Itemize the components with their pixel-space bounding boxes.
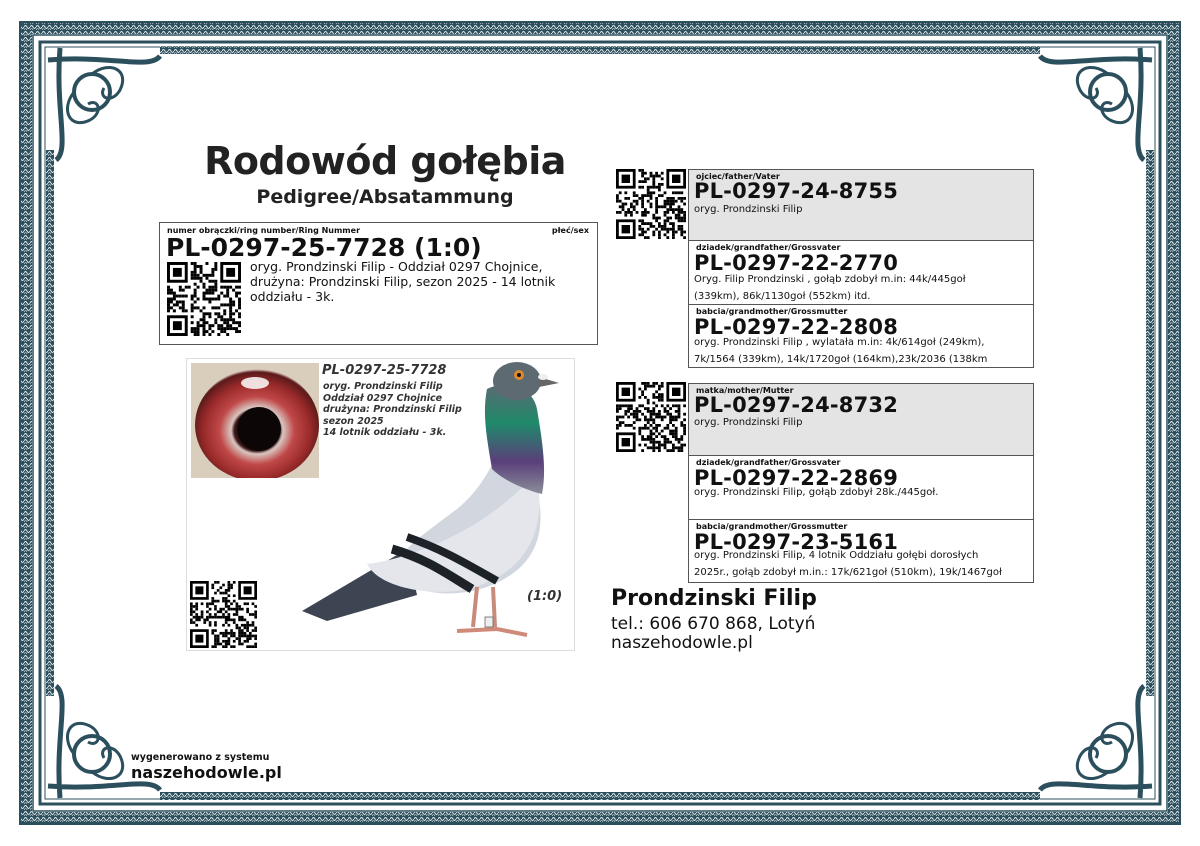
photo-sex: (1:0) xyxy=(527,589,563,604)
father-label: ojciec/father/Vater xyxy=(696,172,780,181)
paternal-grandmother-ring-number: PL-0297-22-2808 xyxy=(694,315,899,339)
maternal-grandmother-label: babcia/grandmother/Grossmutter xyxy=(696,522,848,531)
mother-qr-code[interactable] xyxy=(616,382,686,452)
owner-name: Prondzinski Filip xyxy=(611,586,817,611)
paternal-grandfather-label: dziadek/grandfather/Grossvater xyxy=(696,243,841,252)
page-subtitle: Pedigree/Absatammung xyxy=(256,186,514,208)
maternal-grandmother-description xyxy=(694,547,1002,581)
maternal-grandfather-box xyxy=(688,455,1034,520)
description-line: oryg. Prondzinski Filip, 4 lotnik Oddziału gołębi dorosłych xyxy=(694,550,979,561)
owner-phone: tel.: 606 670 868, Lotyń xyxy=(611,614,816,634)
maternal-grandmother-ring-number: PL-0297-23-5161 xyxy=(694,530,899,554)
photo-line: Oddział 0297 Chojnice xyxy=(323,392,443,404)
maternal-grandfather-ring-number: PL-0297-22-2869 xyxy=(694,466,899,490)
generated-by-label: wygenerowano z systemu xyxy=(131,752,270,763)
paternal-grandfather-box xyxy=(688,240,1034,305)
description-line: 7k/1564 (339km), 14k/1720goł (164km),23k/2036 (138km xyxy=(694,354,988,365)
mother-box xyxy=(688,383,1034,456)
description-line: Oryg. Filip Prondzinski , gołąb zdobył m.in: 44k/445goł xyxy=(694,274,966,285)
mother-description: oryg. Prondzinski Filip xyxy=(694,417,803,428)
father-ring-number: PL-0297-24-8755 xyxy=(694,179,899,203)
paternal-grandmother-label: babcia/grandmother/Grossmutter xyxy=(696,307,848,316)
father-description: oryg. Prondzinski Filip xyxy=(694,204,803,215)
page-title: Rodowód gołębia xyxy=(204,139,566,183)
ring-number-label: numer obrączki/ring number/Ring Nummer xyxy=(167,226,361,235)
photo-line: oryg. Prondzinski Filip xyxy=(323,381,443,392)
paternal-grandmother-box xyxy=(688,304,1034,368)
main-qr-code[interactable] xyxy=(167,262,241,336)
paternal-grandfather-ring-number: PL-0297-22-2770 xyxy=(694,251,899,275)
description-line: 2025r., gołąb zdobył m.in.: 17k/621goł (510km), 19k/1467goł xyxy=(694,567,1002,578)
mother-ring-number: PL-0297-24-8732 xyxy=(694,393,899,417)
photo-line: sezon 2025 xyxy=(323,415,384,427)
photo-qr-code[interactable] xyxy=(190,581,257,648)
photo-line: 14 lotnik oddziału - 3k. xyxy=(323,427,447,438)
description-line: (339km), 86k/1130goł (552km) itd. xyxy=(694,291,871,302)
photo-line: drużyna: Prondzinski Filip xyxy=(323,404,462,415)
main-description: oryg. Prondzinski Filip - Oddział 0297 Chojnice, drużyna: Prondzinski Filip, sezon 2025 - 14 lotnik oddziału - 3k. xyxy=(250,259,556,304)
footer-brand[interactable]: naszehodowle.pl xyxy=(131,763,282,782)
photo-ring-number: PL-0297-25-7728 xyxy=(322,363,447,378)
maternal-grandmother-box xyxy=(688,519,1034,583)
father-qr-code[interactable] xyxy=(616,169,686,239)
owner-website[interactable]: naszehodowle.pl xyxy=(611,633,753,653)
father-box xyxy=(688,169,1034,241)
photo-panel xyxy=(186,358,575,651)
maternal-grandfather-label: dziadek/grandfather/Grossvater xyxy=(696,458,841,467)
main-ring-number: PL-0297-25-7728 (1:0) xyxy=(166,233,482,262)
mother-label: matka/mother/Mutter xyxy=(696,386,794,395)
paternal-grandfather-description xyxy=(694,271,966,305)
sex-label: płeć/sex xyxy=(551,226,589,235)
maternal-grandfather-description: oryg. Prondzinski Filip, gołąb zdobył 28k./445goł. xyxy=(694,487,939,498)
description-line: oryg. Prondzinski Filip , wylatała m.in: 4k/614goł (249km), xyxy=(694,337,985,348)
pigeon-photo xyxy=(297,359,575,651)
main-bird-box xyxy=(159,222,598,345)
paternal-grandmother-description xyxy=(694,334,987,368)
